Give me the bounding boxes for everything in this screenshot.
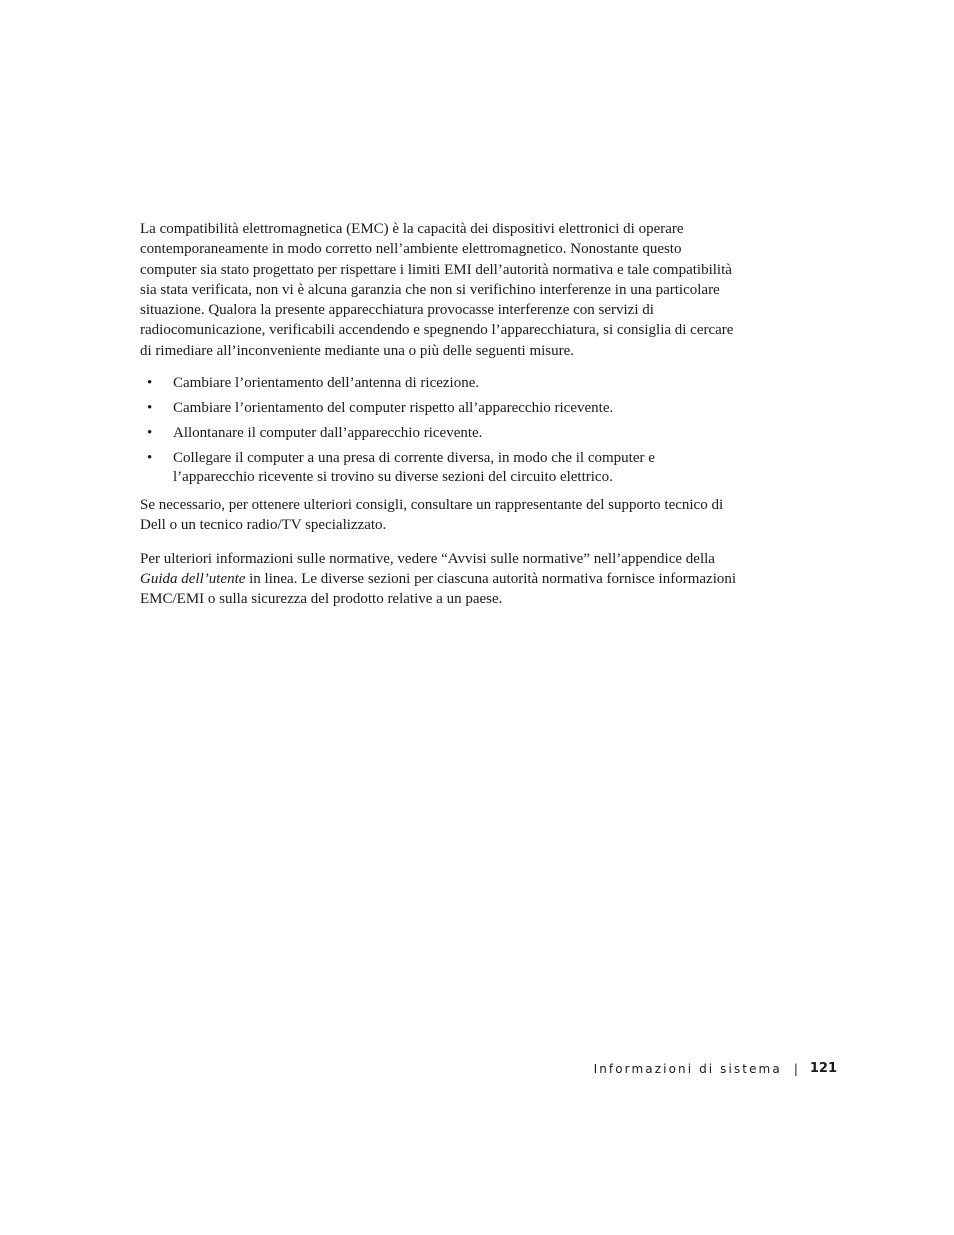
support-paragraph: Se necessario, per ottenere ulteriori consigli, consultare un rappresentante del supporto tecnico di Dell o un tecnico radio/TV specializzato. xyxy=(140,497,724,534)
page-number: 121 xyxy=(809,1061,837,1076)
emc-intro-paragraph: La compatibilità elettromagnetica (EMC) è la capacità dei dispositivi elettronici di operare contemporaneamente in modo corretto nell’ambiente elettromagnetico. Nonostante questo computer sia stato progettato per rispettare i limiti EMI dell’autorità normativa e tale compatibilità sia stata verificata, non vi è alcuna garanzia che non si verifichino interferenze in una particolare situazione. Qualora la presente apparecchiatura provocasse interferenze con servizi di radiocomunicazione, verificabili accendendo e spegnendo l’apparecchiatura, si consiglia di cercare di rimediare all’inconveniente mediante una o più delle seguenti misure. xyxy=(140,221,734,359)
footer-section-title: Informazioni di sistema xyxy=(593,1061,782,1076)
list-item xyxy=(140,399,740,418)
document-body xyxy=(140,219,740,610)
remedy-list xyxy=(140,374,740,487)
more-info-paragraph xyxy=(140,549,740,610)
bullet-icon: • xyxy=(147,450,153,467)
page-footer xyxy=(594,1061,837,1076)
bullet-icon: • xyxy=(147,400,153,417)
user-guide-title: Guida dell’utente xyxy=(140,570,246,587)
list-item-text: Cambiare l’orientamento del computer rispetto all’apparecchio ricevente. xyxy=(173,400,614,417)
list-item-text: Allontanare il computer dall’apparecchio ricevente. xyxy=(173,425,483,442)
list-item xyxy=(140,374,740,393)
more-info-text-start: Per ulteriori informazioni sulle normative, vedere “Avvisi sulle normative” nell’appendice della xyxy=(140,550,715,567)
bullet-icon: • xyxy=(147,425,153,442)
list-item-text: Collegare il computer a una presa di corrente diversa, in modo che il computer e l’apparecchio ricevente si trovino su diverse sezioni del circuito elettrico. xyxy=(173,450,655,486)
list-item-text: Cambiare l’orientamento dell’antenna di ricezione. xyxy=(173,375,480,392)
more-info-text-end: in linea. Le diverse sezioni per ciascuna autorità normativa fornisce informazioni EMC/EMI o sulla sicurezza del prodotto relative a un paese. xyxy=(140,570,737,608)
list-item xyxy=(140,449,740,487)
list-item xyxy=(140,424,740,443)
footer-divider: | xyxy=(793,1061,798,1076)
bullet-icon: • xyxy=(147,375,153,392)
